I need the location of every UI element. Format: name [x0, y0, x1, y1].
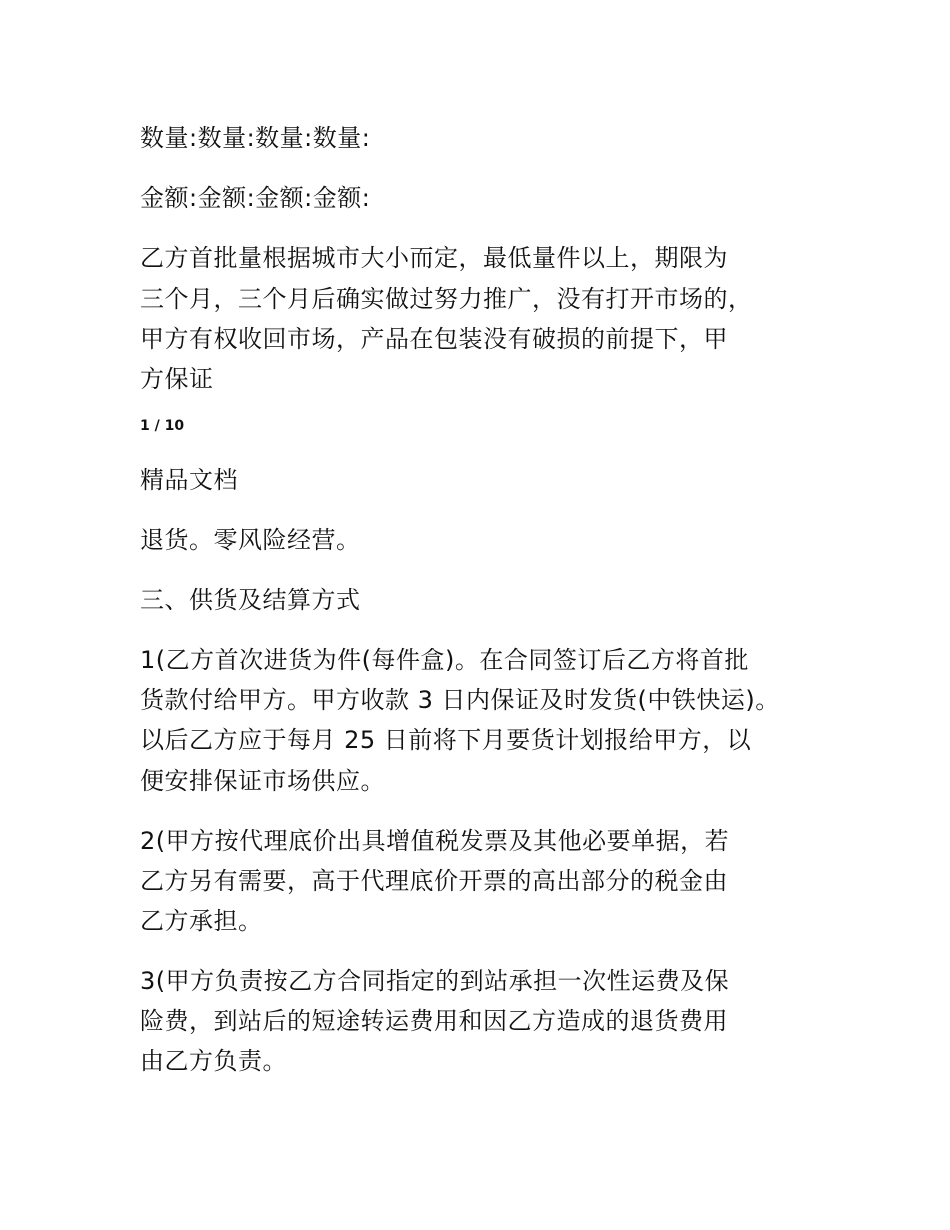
paragraph-line: 方保证	[140, 365, 214, 393]
quantity-line: 数量:数量:数量:数量:	[140, 124, 371, 152]
paragraph-line: 1(乙方首次进货为件(每件盒)。在合同签订后乙方将首批	[140, 646, 749, 674]
paragraph-line: 甲方有权收回市场，产品在包装没有破损的前提下，甲	[140, 325, 728, 353]
paragraph-line: 乙方承担。	[140, 907, 263, 935]
paragraph-line: 货款付给甲方。甲方收款 3 日内保证及时发货(中铁快运)。	[140, 686, 780, 714]
watermark-heading: 精品文档	[140, 466, 238, 494]
paragraph-line: 便安排保证市场供应。	[140, 767, 385, 795]
paragraph-line: 3(甲方负责按乙方合同指定的到站承担一次性运费及保	[140, 967, 730, 995]
paragraph-line: 三个月，三个月后确实做过努力推广，没有打开市场的，	[140, 285, 753, 313]
paragraph-line: 险费，到站后的短途转运费用和因乙方造成的退货费用	[140, 1007, 728, 1035]
paragraph-line: 2(甲方按代理底价出具增值税发票及其他必要单据，若	[140, 827, 730, 855]
page-number: 1 / 10	[140, 418, 185, 434]
section-heading: 三、供货及结算方式	[140, 586, 361, 614]
paragraph-line: 乙方另有需要，高于代理底价开票的高出部分的税金由	[140, 867, 728, 895]
amount-line: 金额:金额:金额:金额:	[140, 184, 371, 212]
paragraph-line: 乙方首批量根据城市大小而定，最低量件以上，期限为	[140, 244, 728, 272]
paragraph-line: 以后乙方应于每月 25 日前将下月要货计划报给甲方，以	[140, 726, 752, 754]
paragraph-line: 由乙方负责。	[140, 1047, 287, 1075]
paragraph-line: 退货。零风险经营。	[140, 526, 361, 554]
